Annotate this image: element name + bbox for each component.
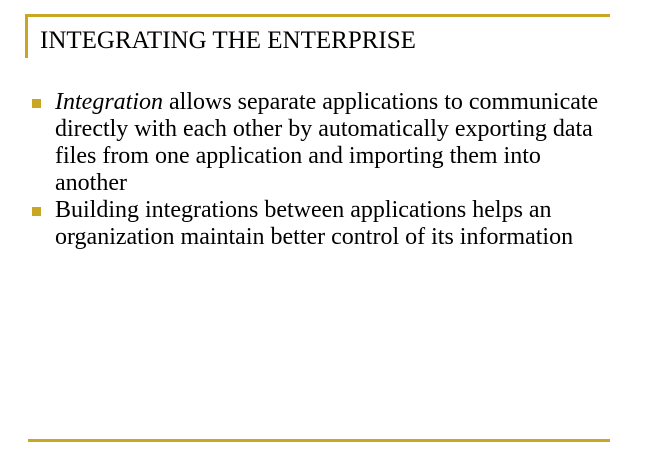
bullet-term: Integration: [55, 89, 163, 115]
bullet-text: Building integrations between applications helps an organization maintain better control of its information: [55, 197, 574, 250]
bullet-text: allows separate applications to communicate directly with each other by automatically exporting data files from one application and importing them into another: [55, 89, 599, 196]
square-bullet-icon: [32, 207, 41, 216]
bottom-rule: [28, 439, 610, 442]
slide-title: INTEGRATING THE ENTERPRISE: [40, 27, 416, 54]
bullet-list: [31, 89, 611, 251]
title-frame: [25, 14, 610, 58]
bullet-item-building-integrations: [31, 197, 611, 251]
bullet-item-integration: [31, 89, 611, 197]
title-top-rule: [25, 14, 610, 17]
title-left-rule: [25, 14, 28, 58]
square-bullet-icon: [32, 99, 41, 108]
